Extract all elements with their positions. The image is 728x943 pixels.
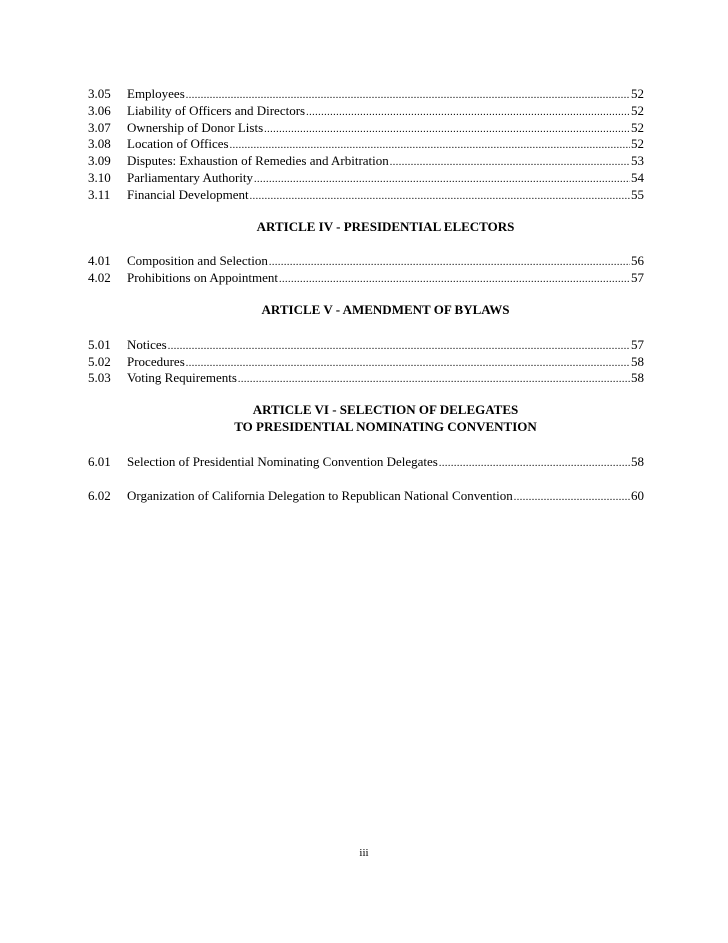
- dot-leader: [390, 155, 630, 172]
- toc-entry-number: 3.06: [88, 102, 111, 118]
- toc-entry-page: 57: [631, 336, 644, 352]
- toc-entry-number: 6.02: [88, 487, 111, 503]
- toc-entry-title: Liability of Officers and Directors: [127, 102, 306, 118]
- toc-entry: [88, 153, 644, 170]
- toc-entry: [88, 86, 644, 103]
- toc-entry: [88, 270, 644, 287]
- toc-entry: [88, 187, 644, 204]
- toc-entry-title: Voting Requirements: [127, 370, 237, 386]
- dot-leader: [254, 172, 630, 189]
- toc-entry-number: 3.05: [88, 86, 111, 101]
- toc-entry-number: 5.03: [88, 370, 111, 386]
- article5-entries: [88, 337, 644, 387]
- table-of-contents: [88, 86, 644, 504]
- toc-entry-page: 57: [631, 270, 644, 286]
- toc-entry-number: 5.02: [88, 353, 111, 369]
- toc-entry-number: 4.02: [88, 270, 111, 286]
- toc-entry-title: Financial Development: [127, 186, 249, 202]
- dot-leader: [279, 272, 630, 289]
- toc-entry-page: 58: [631, 370, 644, 386]
- toc-entry-number: 6.01: [88, 453, 111, 469]
- toc-entry-number: 3.11: [88, 186, 111, 202]
- toc-entry: [88, 337, 644, 354]
- toc-entry: [88, 454, 644, 471]
- dot-leader: [250, 189, 630, 206]
- toc-entry-title: Employees: [127, 86, 185, 101]
- toc-entry-number: 5.01: [88, 336, 111, 352]
- toc-entry-number: 3.09: [88, 153, 111, 169]
- toc-entry-number: 3.07: [88, 119, 111, 135]
- toc-entry-title: Parliamentary Authority: [127, 169, 254, 185]
- toc-entry-page: 52: [631, 136, 644, 152]
- toc-entry: [88, 103, 644, 120]
- toc-entry-title: Selection of Presidential Nominating Convention Delegates: [127, 453, 438, 469]
- toc-entry-page: 52: [631, 102, 644, 118]
- toc-entry-page: 56: [631, 253, 644, 269]
- toc-entry-page: 52: [631, 119, 644, 135]
- dot-leader: [514, 490, 630, 507]
- article-heading-line1: ARTICLE VI - SELECTION OF DELEGATES: [252, 402, 519, 418]
- toc-entry: [88, 370, 644, 387]
- toc-entry-number: 3.10: [88, 169, 111, 185]
- article-heading: ARTICLE IV - PRESIDENTIAL ELECTORS: [256, 218, 515, 234]
- toc-entry-title: Prohibitions on Appointment: [127, 270, 278, 286]
- page-number: iii: [359, 847, 369, 859]
- toc-entry: [88, 120, 644, 137]
- toc-entry-title: Disputes: Exhaustion of Remedies and Arbitration: [127, 153, 389, 169]
- dot-leader: [168, 339, 630, 356]
- toc-entry-title: Procedures: [127, 353, 185, 369]
- toc-entry-page: 58: [631, 453, 644, 469]
- toc-entry: [88, 136, 644, 153]
- toc-entry-page: 53: [631, 153, 644, 169]
- dot-leader: [238, 372, 630, 389]
- article3-entries: [88, 86, 644, 204]
- article-heading: ARTICLE V - AMENDMENT OF BYLAWS: [261, 301, 510, 317]
- toc-entry-page: 58: [631, 353, 644, 369]
- toc-entry: [88, 354, 644, 371]
- toc-entry-page: 54: [631, 169, 644, 185]
- toc-entry-page: 60: [631, 487, 644, 503]
- toc-entry-title: Ownership of Donor Lists: [127, 119, 264, 135]
- toc-entry-title: Composition and Selection: [127, 253, 268, 269]
- dot-leader: [269, 255, 630, 272]
- toc-entry-title: Notices: [127, 336, 167, 352]
- toc-entry-number: 4.01: [88, 253, 111, 269]
- toc-entry-title: Location of Offices: [127, 136, 229, 152]
- toc-entry: [88, 170, 644, 187]
- dot-leader: [186, 356, 630, 373]
- article6-entries: [88, 454, 644, 505]
- toc-entry-number: 3.08: [88, 136, 111, 152]
- article-heading-line2: TO PRESIDENTIAL NOMINATING CONVENTION: [234, 418, 537, 434]
- dot-leader: [264, 122, 630, 139]
- toc-entry: [88, 253, 644, 270]
- dot-leader: [439, 456, 630, 473]
- toc-entry-page: 55: [631, 186, 644, 202]
- dot-leader: [306, 105, 630, 122]
- toc-entry: [88, 488, 644, 505]
- article4-entries: [88, 253, 644, 287]
- toc-entry-page: 52: [631, 86, 644, 101]
- toc-entry-title: Organization of California Delegation to Republican National Convention: [127, 487, 513, 503]
